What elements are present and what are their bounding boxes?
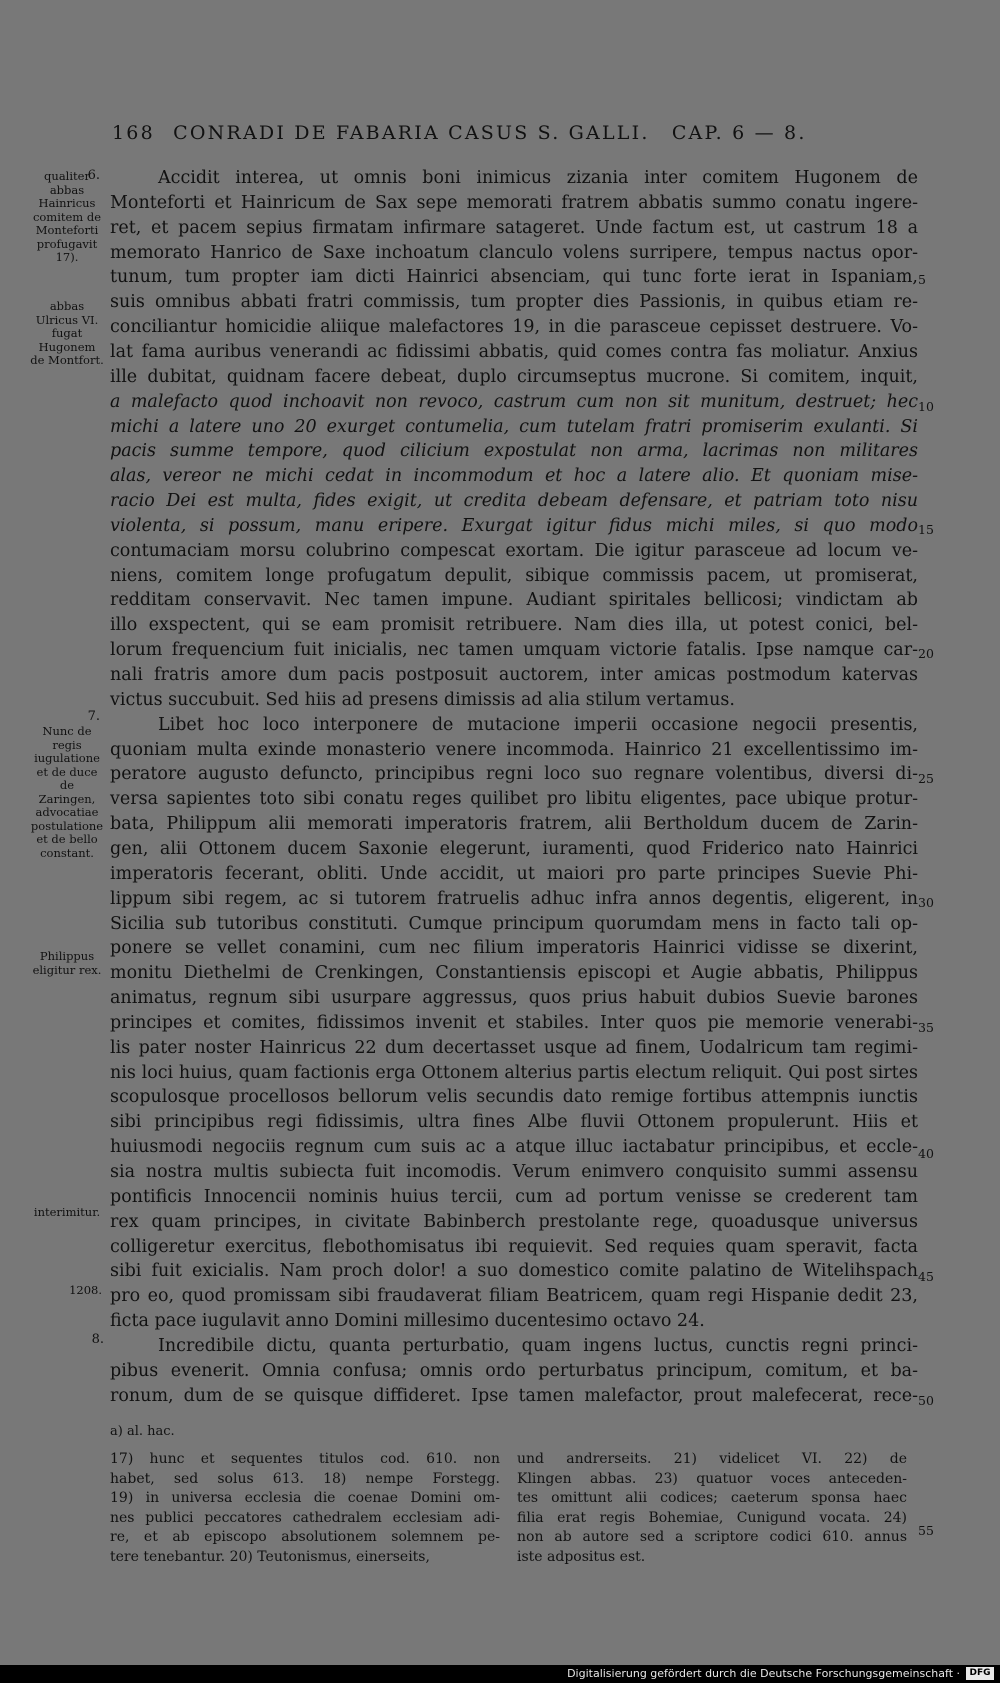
- text-line: sia nostra multis subiecta fuit incomodis. Verum enimvero conquisito summi assensu: [110, 1162, 918, 1182]
- section-number: 6.: [87, 168, 100, 183]
- line-number: 25: [918, 771, 934, 786]
- text-line: pibus evenerit. Omnia confusa; omnis ordo perturbatus principum, comitum, et ba-: [110, 1360, 918, 1381]
- dfg-logo: DFG: [966, 1667, 994, 1680]
- text-line: Incredibile dictu, quanta perturbatio, quam ingens luctus, cunctis regni princi-: [158, 1335, 918, 1356]
- section-number: 7.: [87, 709, 100, 724]
- page-header: [112, 122, 872, 144]
- line-number: 50: [918, 1393, 934, 1408]
- line-number: 40: [918, 1146, 934, 1161]
- margin-note: qualiter abbas Hainricus comitem de Monteforti profugavit 17).: [32, 169, 102, 264]
- text-line: colligeretur exercitus, flebothomisatus ibi requievit. Sed requies quam speravit, facta: [110, 1236, 918, 1257]
- text-line: racio Dei est multa, fides exigit, ut credita debeam defensare, et patriam toto nisu: [110, 491, 918, 512]
- text-line: nali fratris amore dum pacis postposuit auctorem, inter amicas postmodum katervas: [110, 665, 918, 685]
- text-line: animatus, regnum sibi usurpare aggressus, quos prius habuit dubios Suevie barones: [110, 988, 918, 1009]
- text-line: ficta pace iugulavit anno Domini millesimo ducentesimo octavo 24.: [110, 1311, 705, 1332]
- text-line: monitu Diethelmi de Crenkingen, Constantiensis episcopi et Augie abbatis, Philippus: [110, 963, 918, 984]
- text-line: tunum, tum propter iam dicti Hainrici absenciam, qui tunc forte ierat in Ispaniam,: [110, 267, 918, 288]
- footnote-line: und andrerseits. 21) videlicet VI. 22) de: [517, 1451, 907, 1467]
- footnote-line-number: 55: [918, 1523, 934, 1538]
- line-number: 20: [918, 646, 934, 661]
- chapter-range: CAP. 6 — 8.: [671, 122, 807, 144]
- text-line: contumaciam morsu colubrino compescat exortam. Die igitur parasceue ad locum ve-: [110, 540, 918, 561]
- footnote-line: nes publici peccatores cathedralem ecclesiam adi-: [110, 1509, 500, 1526]
- line-number: 10: [918, 399, 934, 414]
- margin-note: Philippus eligitur rex.: [32, 949, 102, 977]
- footnote-line: tes omittunt alii codices; caeterum sponsa haec: [517, 1490, 907, 1506]
- text-line: redditam conservavit. Nec tamen impune. Audiant spiritales bellicosi; vindictam ab: [110, 590, 918, 611]
- text-line: rex quam principes, in civitate Babinberch prestolante rege, quoadusque universus: [110, 1211, 918, 1232]
- footnote-a: a) al. hac.: [110, 1424, 175, 1439]
- text-line: ille dubitat, quidnam facere debeat, duplo circumseptus mucrone. Si comitem, inquit,: [110, 366, 918, 387]
- text-line: principes et comites, fidissimos invenit et stabiles. Inter quos pie memorie venerabi-: [110, 1012, 918, 1033]
- text-line: violenta, si possum, manu eripere. Exurgat igitur fidus michi miles, si quo modo: [110, 515, 918, 536]
- text-line: ponere se vellet conamini, cum nec filium imperatoris Hainrici vidisse se dixerint,: [110, 938, 918, 959]
- line-number: 45: [918, 1269, 934, 1284]
- text-line: pontificis Innocencii nominis huius tercii, cum ad portum venisse se crederent tam: [110, 1186, 918, 1207]
- footnote-line: tere tenebantur. 20) Teutonismus, einerseits,: [110, 1548, 430, 1565]
- text-line: imperatoris fecerant, obliti. Unde accidit, ut maiori pro parte principes Suevie Phi-: [110, 863, 918, 884]
- footnote-line: non ab autore sed a scriptore codici 610. annus: [517, 1529, 907, 1545]
- text-line: lis pater noster Hainricus 22 dum decertasset usque ad finem, Uodalricum tam regimi-: [110, 1037, 918, 1058]
- text-line: versa sapientes toto sibi conatu reges quilibet pro libitu eligentes, pace ubique protur-: [110, 789, 918, 810]
- text-line: gen, alii Ottonem ducem Saxonie elegerunt, iuramenti, quod Friderico nato Hainrici: [110, 838, 918, 859]
- text-line: pacis summe tempore, quod cilicium expostulat non arma, lacrimas non militares: [110, 441, 918, 462]
- text-line: scopulosque procellosos bellorum velis secundis dato remige fortibus attempnis iunctis: [110, 1087, 918, 1108]
- text-line: lippum sibi regem, ac si tutorem fratruelis adhuc infra annos degentis, eligerent, in: [110, 888, 918, 909]
- footnote-line: 19) in universa ecclesia die coenae Domini om-: [110, 1490, 500, 1506]
- footnote-line: iste adpositus est.: [517, 1548, 646, 1565]
- text-line: ronum, dum de se quisque diffideret. Ipse tamen malefactor, prout malefecerat, rece-: [110, 1385, 918, 1406]
- text-line: sibi fuit exicialis. Nam proch dolor! a suo domestico comite palatino de Witelihspach: [110, 1261, 918, 1282]
- text-line: conciliantur homicidie aliique malefactores 19, in die parasceue cepisset destruere. Vo-: [110, 317, 918, 338]
- footnote-line: re, et ab episcopo absolutionem solemnem pe-: [110, 1529, 500, 1545]
- margin-note: interimitur.: [33, 1205, 101, 1219]
- year-note: 1208.: [69, 1283, 102, 1297]
- running-title: CONRADI DE FABARIA CASUS S. GALLI.: [173, 122, 650, 144]
- footnotes-left-column: [110, 1450, 500, 1567]
- footnote-line: filia erat regis Bohemiae, Cunigund vocata. 24): [517, 1509, 907, 1526]
- text-line: a malefacto quod inchoavit non revoco, castrum cum non sit munitum, destruet; hec: [110, 391, 918, 412]
- text-line: victus succubuit. Sed hiis ad presens dimissis ad alia stilum vertamus.: [110, 689, 735, 710]
- footnotes-right-column: [517, 1450, 907, 1567]
- margin-note: abbas Ulricus VI. fugat Hugonem de Montfort.: [30, 299, 104, 367]
- text-line: quoniam multa exinde monasterio venere incommoda. Hainrico 21 excellentissimo im-: [110, 739, 918, 760]
- footnote-line: 17) hunc et sequentes titulos cod. 610. non: [110, 1451, 500, 1467]
- text-line: nis loci huius, quam factionis erga Ottonem alterius partis electum reliquit. Qui post sirtes: [110, 1062, 918, 1083]
- line-number: 30: [918, 895, 934, 910]
- text-line: michi a latere uno 20 exurget contumelia, cum tutelam fratri promiserim exulanti. Si: [110, 416, 918, 437]
- text-line: huiusmodi negociis regnum cum suis ac a atque illuc iactabatur principibus, et eccle-: [110, 1137, 918, 1158]
- text-line: ret, et pacem sepius firmatam infirmare satageret. Unde factum est, ut castrum 18 a: [110, 217, 918, 238]
- text-line: pro eo, quod promissam sibi fraudaverat filiam Beatricem, quam regi Hispanie dedit 23,: [110, 1286, 918, 1307]
- page-number: 168: [112, 122, 155, 144]
- text-line: lat fama auribus venerandi ac fidissimi abbatis, quid comes contra fas moliatur. Anxius: [110, 341, 918, 362]
- footer-credit: Digitalisierung gefördert durch die Deutsche Forschungsgemeinschaft ·: [567, 1667, 960, 1680]
- margin-note: Nunc de regis iugulatione et de duce de Zaringen, advocatiae postulatione et de bello constant.: [30, 724, 104, 860]
- text-line: sibi principibus regi fidissimis, ultra fines Albe fluvii Ottonem propulerunt. Hiis et: [110, 1112, 918, 1133]
- footnote-line: habet, sed solus 613. 18) nempe Forstegg.: [110, 1470, 500, 1487]
- text-line: lorum frequencium fuit inicialis, nec tamen umquam victorie fatalis. Ipse namque car-: [110, 640, 918, 661]
- text-line: bata, Philippum alii memorati imperatoris fratrem, alii Bertholdum ducem de Zarin-: [110, 814, 918, 835]
- line-number: 35: [918, 1020, 934, 1035]
- text-line: niens, comitem longe profugatum depulit, sibique commissis pacem, ut promiserat,: [110, 565, 918, 586]
- text-line: illo exspectent, qui se eam promisit retribuere. Nam dies illa, ut potest conici, bel-: [110, 615, 918, 636]
- text-line: Libet hoc loco interponere de mutacione imperii occasione negocii presentis,: [158, 714, 918, 735]
- line-number: 5: [918, 272, 926, 287]
- text-line: Sicilia sub tutoribus constituti. Cumque principum quorumdam mens in facto tali op-: [110, 913, 918, 934]
- text-line: Accidit interea, ut omnis boni inimicus zizania inter comitem Hugonem de: [158, 168, 918, 188]
- text-line: memorato Hanrico de Saxe inchoatum clanculo volens surripere, tempus nactus opor-: [110, 242, 918, 263]
- footnote-line: Klingen abbas. 23) quatuor voces anteceden-: [517, 1470, 907, 1487]
- text-line: suis omnibus abbati fratri commissis, tum propter dies Passionis, in quibus etiam re-: [110, 292, 918, 313]
- text-line: alas, vereor ne michi cedat in incommodum et hoc a latere alio. Et quoniam mise-: [110, 466, 918, 487]
- section-number: 8.: [91, 1332, 104, 1347]
- text-line: peratore augusto defuncto, principibus regni loco suo regnare volentibus, diversi di-: [110, 764, 918, 785]
- line-number: 15: [918, 522, 934, 537]
- text-line: Monteforti et Hainricum de Sax sepe memorati fratrem abbatis summo conatu ingere-: [110, 192, 918, 213]
